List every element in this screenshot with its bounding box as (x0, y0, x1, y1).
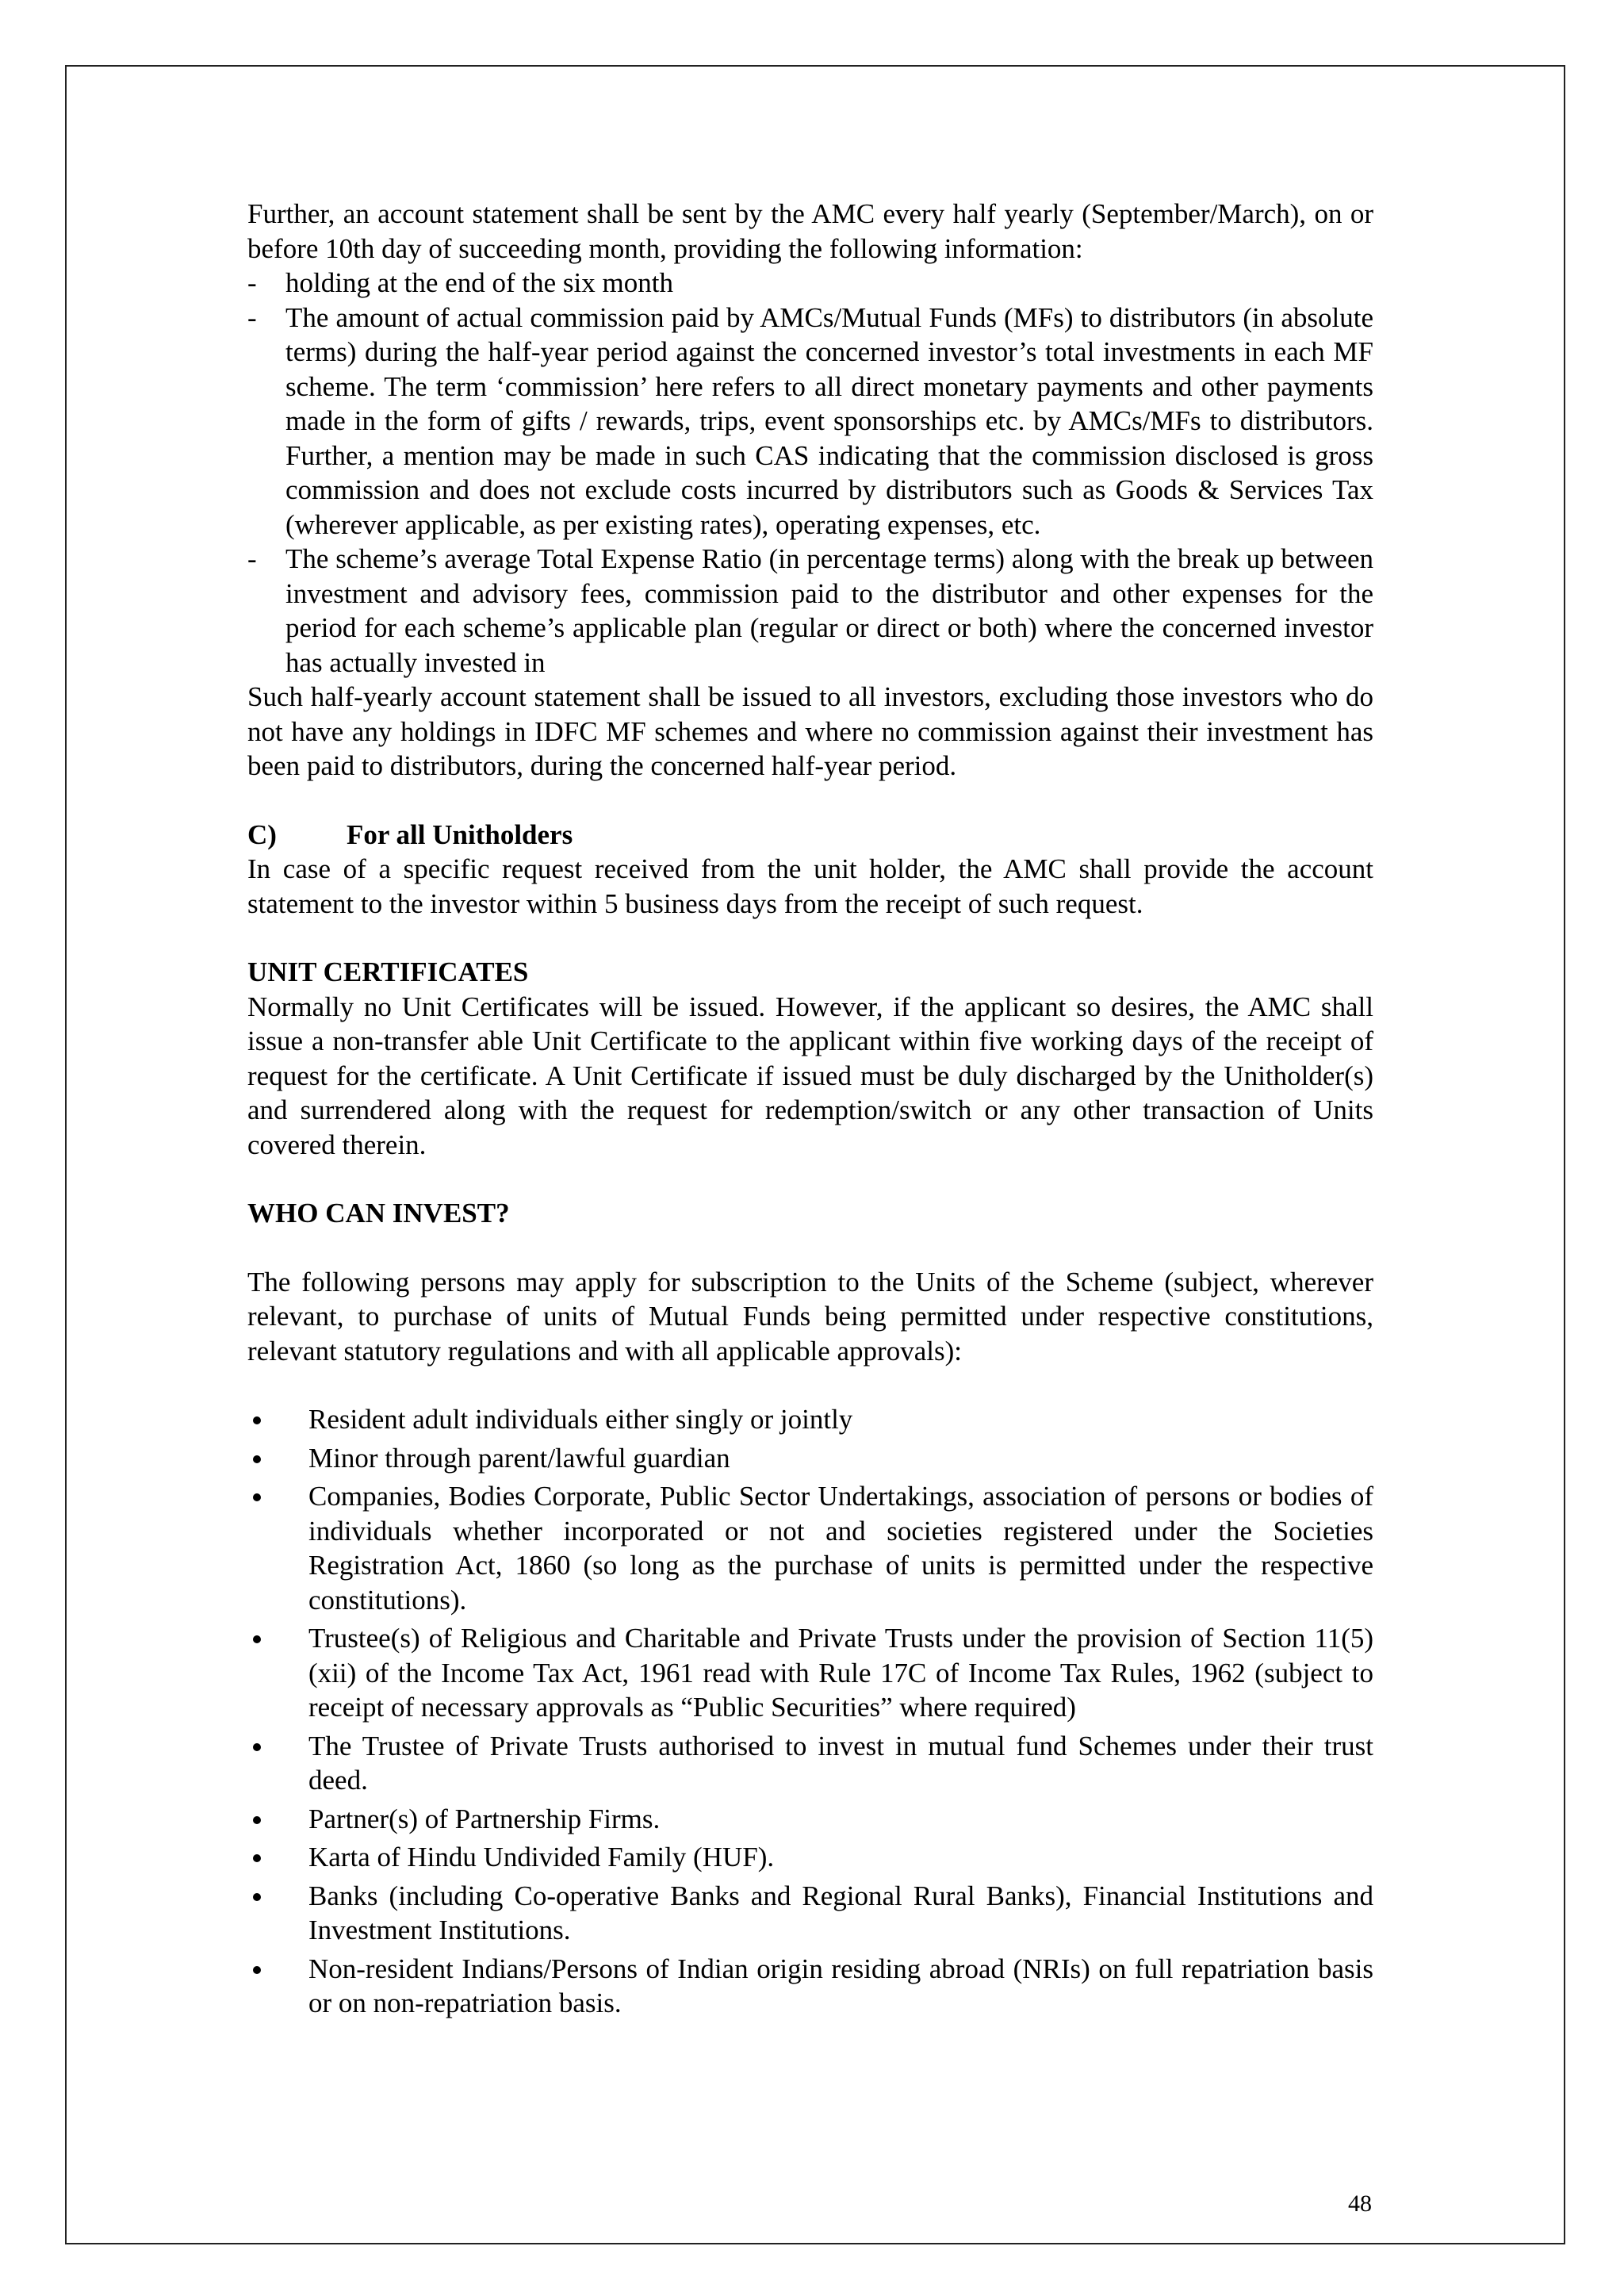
list-item (247, 1621, 1373, 1725)
list-item-text: Non-resident Indians/Persons of Indian origin residing abroad (NRIs) on full repatriation basis or on non-repatriation basis. (308, 1953, 1373, 2018)
list-item-text: Partner(s) of Partnership Firms. (308, 1803, 661, 1834)
list-item (247, 1802, 1373, 1837)
bullet-icon (253, 1493, 261, 1501)
list-item (247, 1479, 1373, 1617)
list-item (247, 1402, 1373, 1437)
list-item (247, 266, 1373, 301)
half-yearly-note: Such half-yearly account statement shall be issued to all investors, excluding those investors who do not have any holdings in IDFC MF schemes and where no commission against their investment has been paid to distributors, during the concerned half-year period. (247, 681, 1373, 781)
list-item (247, 1729, 1373, 1798)
list-item-text: Companies, Bodies Corporate, Public Sector Undertakings, association of persons or bodies of individuals whether incorporated or not and societies registered under the Societies Registration Act, 1860 (so long as the purchase of units is permitted under the respective constitutions). (308, 1481, 1373, 1616)
list-item-text: Trustee(s) of Religious and Charitable and Private Trusts under the provision of Section 11(5) (xii) of the Income Tax Act, 1961 read with Rule 17C of Income Tax Rules, 1962 (subject to receipt of necessary approvals as “Public Securities” where required) (308, 1623, 1373, 1723)
bullet-icon (253, 1966, 261, 1974)
list-item-text: The amount of actual commission paid by AMCs/Mutual Funds (MFs) to distributors (in absolute terms) during the half-year period against the concerned investor’s total investments in each MF scheme. The term ‘commission’ here refers to all direct monetary payments and other payments made in the form of gifts / rewards, trips, event sponsorships etc. by AMCs/MFs to distributors. Further, a mention may be made in such CAS indicating that the commission disclosed is gross commission and does not exclude costs incurred by distributors such as Goods & Services Tax (wherever applicable, as per existing rates), operating expenses, etc. (285, 301, 1373, 540)
list-item (247, 301, 1373, 542)
document-body (247, 197, 1373, 2025)
section-c-text: In case of a specific request received from the unit holder, the AMC shall provide the account statement to the investor within 5 business days from the receipt of such request. (247, 853, 1373, 919)
bullet-icon (253, 1854, 261, 1862)
bullet-icon (253, 1743, 261, 1751)
list-item-text: Minor through parent/lawful guardian (308, 1442, 730, 1474)
bullet-icon (253, 1635, 261, 1643)
list-item (247, 1952, 1373, 2021)
list-item-text: The scheme’s average Total Expense Ratio (in percentage terms) along with the break up between investment and advisory fees, commission paid to the distributor and other expenses for the period for each scheme’s applicable plan (regular or direct or both) where the concerned investor has actually invested in (285, 543, 1373, 678)
dash-marker: - (247, 301, 257, 333)
intro-paragraph: Further, an account statement shall be sent by the AMC every half yearly (September/March), on or before 10th day of succeeding month, providing the following information: (247, 198, 1373, 264)
section-letter: C) (247, 818, 277, 850)
section-title: For all Unitholders (347, 818, 573, 850)
bullet-icon (253, 1416, 261, 1424)
list-item-text: holding at the end of the six month (285, 267, 673, 298)
list-item-text: Banks (including Co-operative Banks and Regional Rural Banks), Financial Institutions and Investment Institutions. (308, 1880, 1373, 1945)
bullet-icon (253, 1455, 261, 1463)
bullet-icon (253, 1816, 261, 1824)
list-item (247, 542, 1373, 680)
list-item-text: Resident adult individuals either singly or jointly (308, 1404, 853, 1435)
list-item-text: Karta of Hindu Undivided Family (HUF). (308, 1842, 775, 1872)
section-c-heading (247, 818, 1373, 853)
dash-marker: - (247, 543, 257, 574)
bullet-icon (253, 1893, 261, 1901)
unit-certificates-heading: UNIT CERTIFICATES (247, 956, 529, 987)
who-can-invest-intro: The following persons may apply for subscription to the Units of the Scheme (subject, wherever relevant, to purchase of units of Mutual Funds being permitted under respective constitutions, relevant statutory regulations and with all applicable approvals): (247, 1266, 1373, 1366)
list-item (247, 1879, 1373, 1948)
who-can-invest-heading: WHO CAN INVEST? (247, 1198, 510, 1228)
list-item-text: The Trustee of Private Trusts authorised to invest in mutual fund Schemes under their trust deed. (308, 1730, 1373, 1796)
page-number: 48 (1348, 2191, 1372, 2217)
list-item (247, 1441, 1373, 1476)
list-item (247, 1840, 1373, 1875)
eligible-investors-list (247, 1402, 1373, 2021)
dash-marker: - (247, 267, 257, 298)
half-yearly-info-list (247, 266, 1373, 680)
unit-certificates-text: Normally no Unit Certificates will be issued. However, if the applicant so desires, the AMC shall issue a non-transfer able Unit Certificate to the applicant within five working days of the receipt of request for the certificate. A Unit Certificate if issued must be duly discharged by the Unitholder(s) and surrendered along with the request for redemption/switch or any other transaction of Units covered therein. (247, 991, 1373, 1160)
